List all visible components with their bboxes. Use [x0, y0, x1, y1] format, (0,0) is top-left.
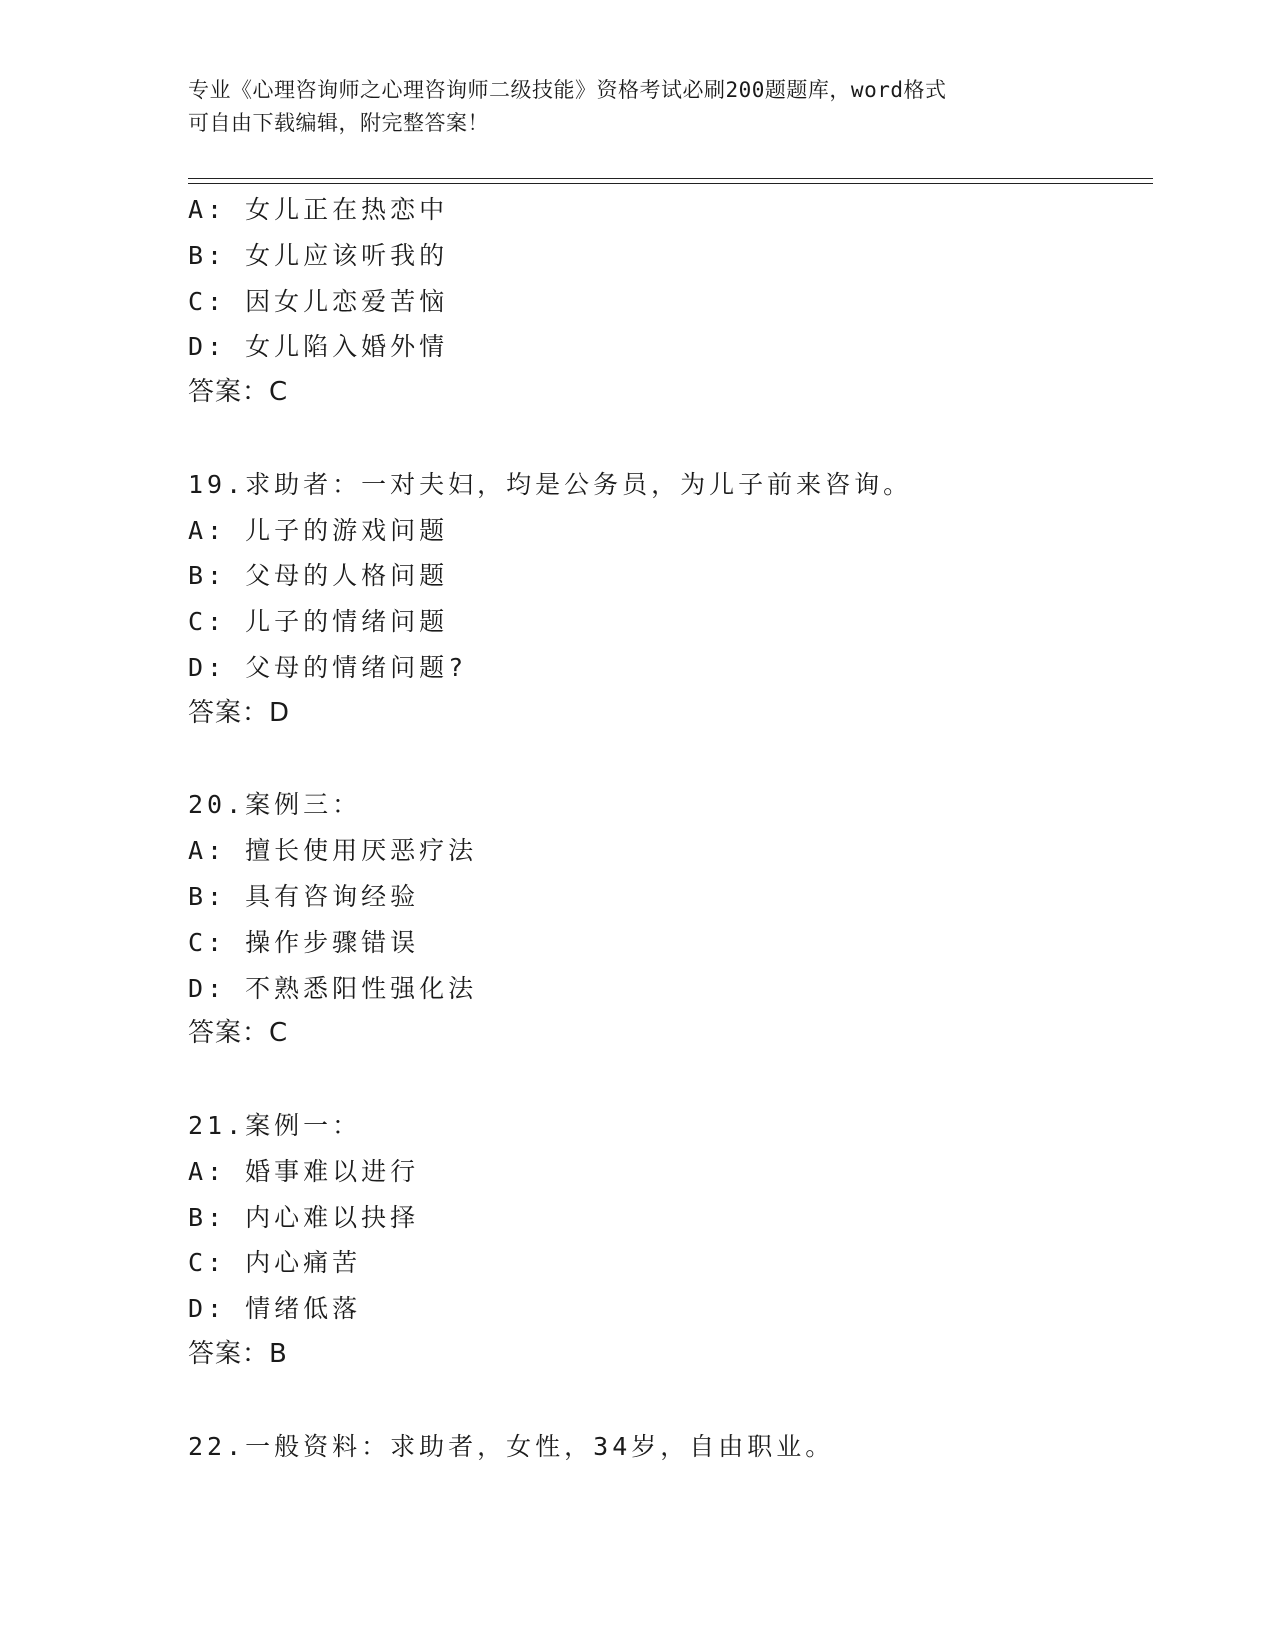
question-stem: 21.案例一： — [188, 1110, 362, 1140]
spacer — [188, 1057, 1153, 1103]
question-20 — [188, 782, 1153, 1057]
option-c: C: 内心痛苦 — [188, 1248, 362, 1278]
option-b: B: 内心难以抉择 — [188, 1202, 420, 1232]
option-a: A: 女儿正在热恋中 — [188, 195, 449, 224]
option-b: B: 父母的人格问题 — [188, 561, 449, 591]
question-22 — [188, 1424, 1153, 1470]
option-c: C: 因女儿恋爱苦恼 — [188, 286, 449, 316]
option-d: D: 父母的情绪问题? — [188, 652, 468, 682]
header-line-1: 专业《心理咨询师之心理咨询师二级技能》资格考试必刷200题题库，word格式 — [188, 78, 947, 102]
option-a: A: 擅长使用厌恶疗法 — [188, 836, 478, 866]
option-d: D: 不熟悉阳性强化法 — [188, 973, 478, 1003]
document-header — [188, 74, 1088, 140]
question-stem: 19.求助者：一对夫妇，均是公务员，为儿子前来咨询。 — [188, 469, 913, 499]
option-c: C: 操作步骤错误 — [188, 927, 420, 957]
header-line-2: 可自由下载编辑，附完整答案！ — [188, 111, 489, 135]
option-d: D: 情绪低落 — [188, 1294, 362, 1324]
option-d: D: 女儿陷入婚外情 — [188, 332, 449, 362]
question-list — [188, 187, 1153, 1469]
option-b: B: 女儿应该听我的 — [188, 240, 449, 270]
question-18 — [188, 187, 1153, 416]
answer: 答案：D — [188, 697, 291, 728]
answer: 答案：C — [188, 1018, 289, 1049]
question-19 — [188, 462, 1153, 737]
question-21 — [188, 1103, 1153, 1378]
question-stem: 22.一般资料：求助者，女性，34岁，自由职业。 — [188, 1431, 835, 1461]
option-c: C: 儿子的情绪问题 — [188, 607, 449, 637]
spacer — [188, 416, 1153, 462]
header-divider-bottom — [188, 183, 1153, 184]
option-b: B: 具有咨询经验 — [188, 881, 420, 911]
spacer — [188, 1378, 1153, 1424]
answer: 答案：B — [188, 1338, 288, 1369]
option-a: A: 婚事难以进行 — [188, 1156, 420, 1186]
spacer — [188, 737, 1153, 783]
question-stem: 20.案例三： — [188, 790, 362, 820]
option-a: A: 儿子的游戏问题 — [188, 515, 449, 545]
answer: 答案：C — [188, 377, 289, 408]
header-divider-top — [188, 178, 1153, 179]
